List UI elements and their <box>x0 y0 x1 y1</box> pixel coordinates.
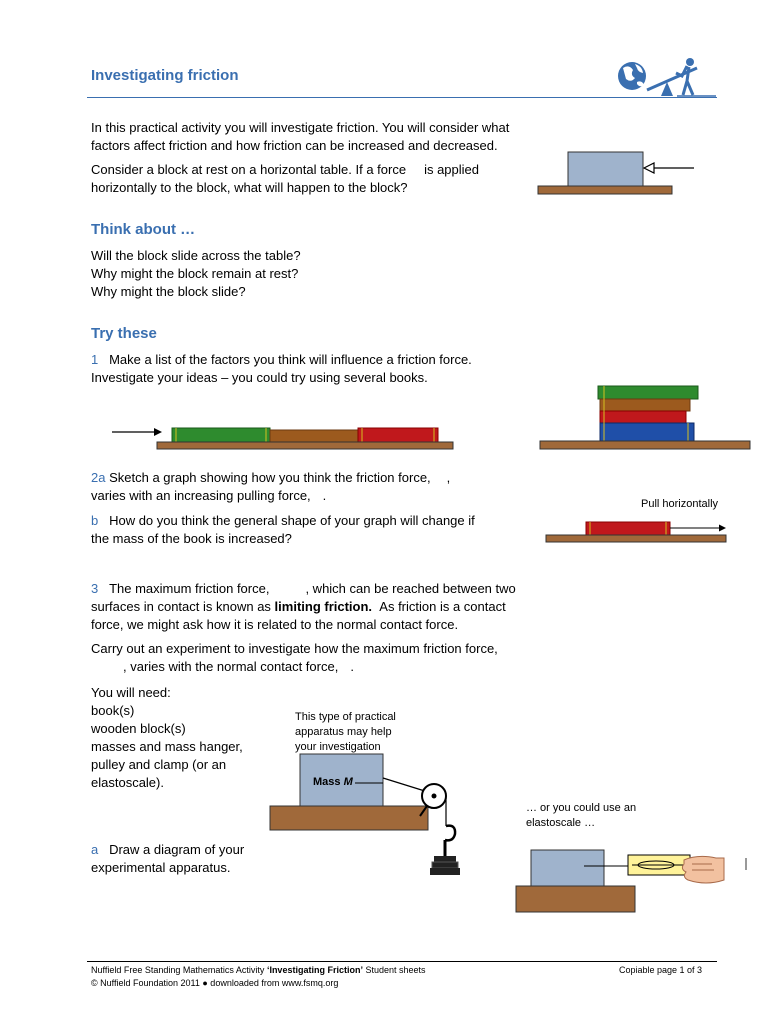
question-2a: 2a Sketch a graph showing how you think the friction force, , varies with an increasing pulling force, . <box>91 470 451 503</box>
try-these-heading: Try these <box>91 325 157 342</box>
books-stack-diagram <box>538 384 753 452</box>
pulley-apparatus-diagram <box>268 752 468 884</box>
header-rule <box>87 97 717 98</box>
footer-rule <box>87 961 717 962</box>
intro-paragraph: In this practical activity you will investigate friction. You will consider what factors affect friction and how friction can be increased and decreased. <box>91 120 510 153</box>
question-3: 3 The maximum friction force, , which can be reached between two surfaces in contact is known as limiting friction. As friction is a contact force, we might ask how it is related to the normal contact force. <box>91 581 516 632</box>
list-item: book(s) <box>91 703 135 718</box>
footer-text: Nuffield Free Standing Mathematics Activity ‘Investigating Friction’ Student sheets © Nuffield Foundation 2011 ● downloaded from www.fsmq.org <box>91 965 426 988</box>
mass-label: Mass M <box>313 776 353 788</box>
block-force-diagram <box>536 150 706 198</box>
list-item: Why might the block remain at rest? <box>91 266 299 281</box>
question-3a: a Draw a diagram of your experimental apparatus. <box>91 842 245 875</box>
list-item: elastoscale). <box>91 775 164 790</box>
list-item: masses and mass hanger, <box>91 739 243 754</box>
books-row-diagram <box>110 424 455 452</box>
list-item: Will the block slide across the table? <box>91 248 301 263</box>
globe-and-lever-icon <box>617 56 717 98</box>
mass-label-pointer <box>355 782 385 786</box>
list-item: Why might the block slide? <box>91 284 246 299</box>
pull-horizontally-label: Pull horizontally <box>641 498 719 510</box>
list-item: pulley and clamp (or an <box>91 757 227 772</box>
question-1: 1 Make a list of the factors you think will influence a friction force. Investigate your ideas – you could try using several books. <box>91 352 472 385</box>
equipment-list: You will need: book(s) wooden block(s) masses and mass hanger, pulley and clamp (or an elastoscale). <box>91 685 243 790</box>
apparatus-note: This type of practical apparatus may help your investigation <box>295 711 396 753</box>
elastoscale-apparatus-diagram <box>514 846 754 916</box>
list-item: wooden block(s) <box>91 721 186 736</box>
intro-question: Consider a block at rest on a horizontal table. If a force is applied horizontally to the block, what will happen to the block? <box>91 162 479 195</box>
think-about-list <box>91 247 301 301</box>
pull-book-diagram <box>544 518 729 544</box>
page-title: Investigating friction <box>91 67 239 84</box>
question-2b: b How do you think the general shape of your graph will change if the mass of the book is increased? <box>91 513 475 546</box>
elastoscale-note: … or you could use an elastoscale … <box>526 802 637 829</box>
question-3-experiment: Carry out an experiment to investigate how the maximum friction force, , varies with the normal contact force, . <box>91 641 498 674</box>
think-about-heading: Think about … <box>91 221 196 238</box>
page-number: Copiable page 1 of 3 <box>619 965 703 975</box>
